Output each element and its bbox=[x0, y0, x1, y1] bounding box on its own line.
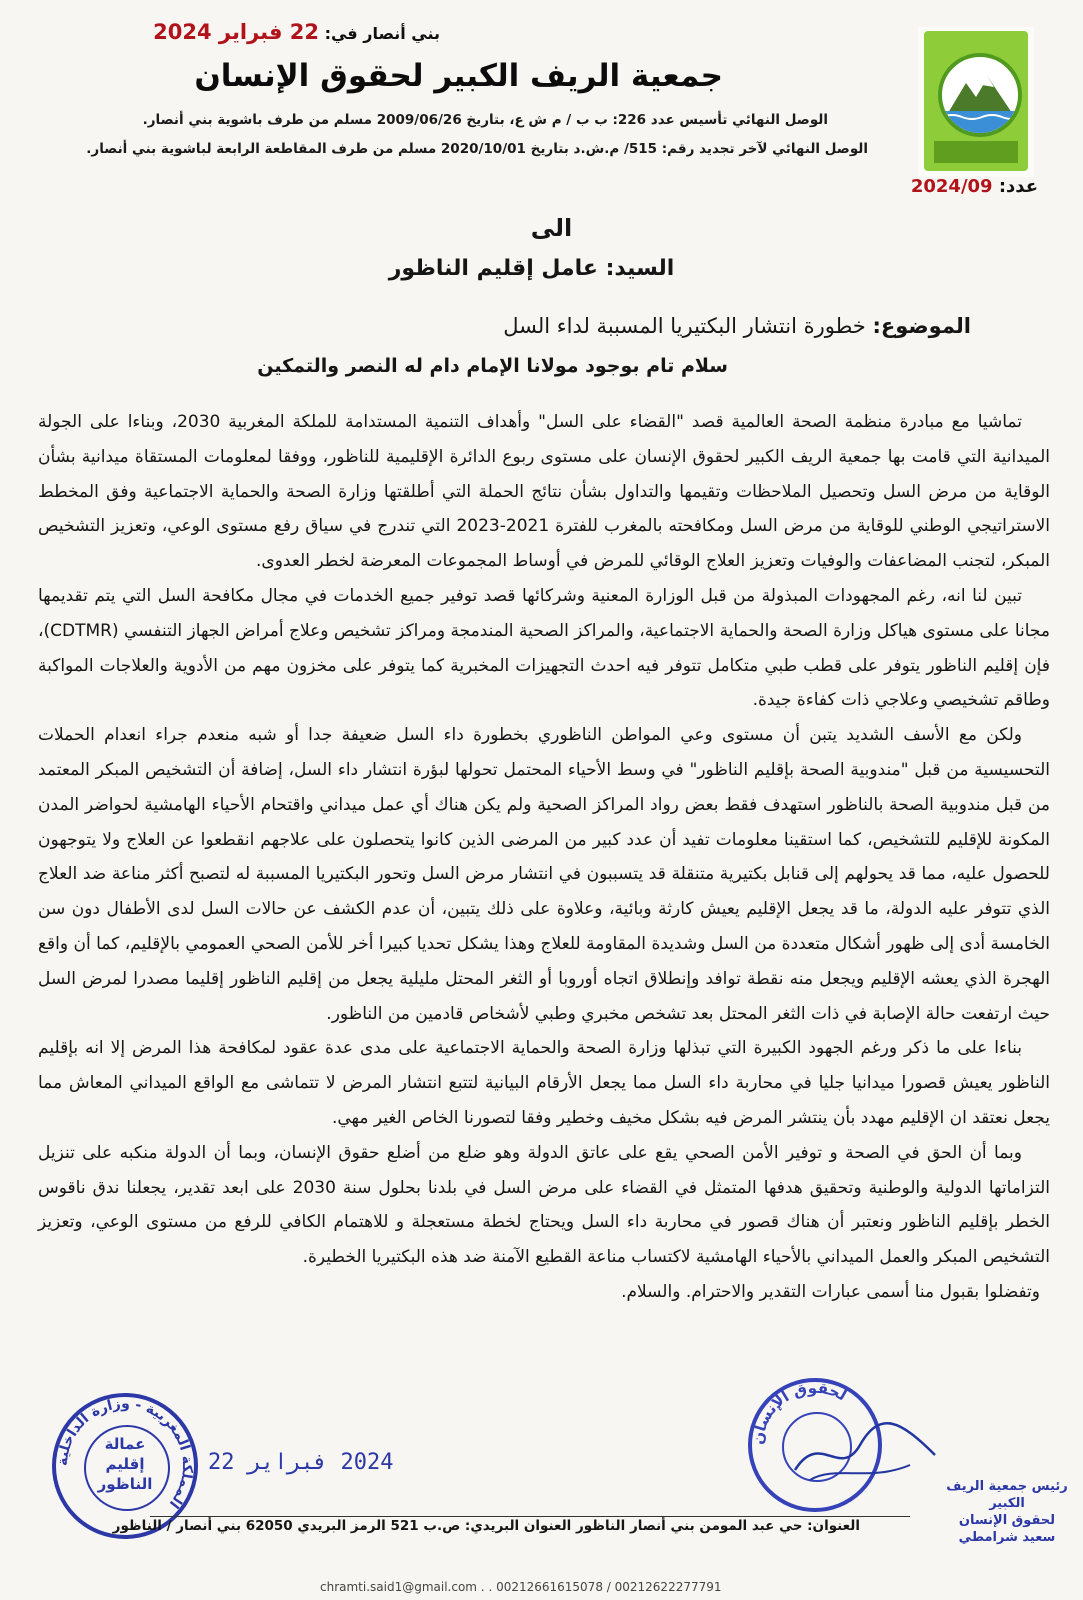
handwritten-date: 2024 فبراير 22 bbox=[208, 1450, 394, 1475]
footer-divider bbox=[150, 1516, 910, 1517]
footer-address: العنوان: حي عبد المومن بني أنصار الناظور العنوان البريدي: ص.ب 521 الرمز البريدي 62050 بني أنصار / الناظور bbox=[112, 1518, 860, 1534]
svg-text:المملكة المغربية - وزارة الداخ: المملكة المغربية - وزارة الداخلية bbox=[54, 1395, 196, 1512]
association-logo bbox=[918, 27, 1034, 177]
letter-body bbox=[38, 405, 1050, 1310]
paragraph: تبين لنا انه، رغم المجهودات المبذولة من قبل الوزارة المعنية وشركائها قصد توفير جميع الخدمات في مجال مكافحة السل التي يتم تقديمها مجانا على مستوى هياكل وزارة الصحة والحماية الاجتماعية، والمراكز الصحية المندمجة ومراكز تشخيص وعلاج أمراض الجهاز التنفسي (CDTMR)، فإن إقليم الناظور يتوفر على قطب طبي متكامل تتوفر فيه احدث التجهيزات المخبرية كما يتوفر على مخزون مهم من الأدوية والعلاجات المواكبة وطاقم تشخيصي وعلاجي ذات كفاءة جيدة. bbox=[38, 585, 1050, 711]
closing-line: وتفضلوا بقبول منا أسمى عبارات التقدير والاحترام. والسلام. bbox=[621, 1281, 1040, 1302]
paragraph: تماشيا مع مبادرة منظمة الصحة العالمية قصد "القضاء على السل" وأهداف التنمية المستدامة للملكة المغربية 2030، وبناءا على الجولة الميدانية التي قامت بها جمعية الريف الكبير لحقوق الإنسان على مستوى ربوع الدائرة الإقليمية للناظور، ووفقا لمعلومات المستقاة ميدانية بشأن الوقاية من مرض السل وتحصيل الملاحظات وتقيمها والتداول بشأن نتائج الحملة التي أطلقتها وزارة الصحة والحماية الاجتماعية وفق المخطط الاستراتيجي الوطني للوقاية من مرض السل ومكافحته بالمغرب للفترة 2021-2023 التي تندرج في سياق رفع مستوى الوعي، وتعزيز التشخيص المبكر، لتجنب المضاعفات والوفيات وتعزيز العلاج الوقائي للمرض في أوساط المجموعات المعرضة لخطر العدوى. bbox=[38, 412, 1051, 572]
mountain-emblem-icon bbox=[942, 57, 1018, 133]
paragraph: ولكن مع الأسف الشديد يتبن أن مستوى وعي المواطن الناظوري بخطورة داء السل ضعيفة جدا أو شبه منعدم جراء انعدام الحملات التحسيسية من قبل "مندوبية الصحة بإقليم الناظور" في وسط الأحياء المحتمل تحولها لبؤرة انتشار داء السل، إضافة أن التشخيص المبكر المعتمد من قبل مندوبية الصحة بالناظور استهدف فقط بعض رواد المراكز الصحية ولم يكن هناك أي عمل ميداني واقتحام الأحياء الهامشية لحواضر المدن المكونة للإقليم للتشخيص، كما استقينا معلومات تفيد أن عدد كبير من المرضى الذين كانوا يتحصلون على علاجهم انقطعوا عن العلاج ولا يتوجهون للحصول عليه، مما قد يحولهم إلى قنابل بكتيرية متنقلة قد يتسببون في انتشار مرض السل وتحور البكتيريا المسببة له لتصبح أكثر مناعة ضد العلاج الذي تتوفر عليه الدولة، ما قد يجعل الإقليم يعيش كارثة وبائية، وعلاوة على ذلك يتبين، أن عدم الكشف عن حالات السل لدى الأطفال دون سن الخامسة أدى إلى ظهور أشكال متعددة من السل وشديدة المقاومة للعلاج وهذا يشكل تحديا كبيرا أخر للأمن الصحي العمومي بالإقليم، كما أن واقع الهجرة الذي يعشه الإقليم ويجعل منه نقطة توافد وإنطلاق اتجاه أوروبا أو الثغر المحتل مليلية يجعل من إقليم الناظور إقليما مصدرا لمرض السل حيث ارتفعت حالة الإصابة في ذات الثغر المحتل بعد تشخص مخبري وطبي لأشخاص قادمين من الناظور. bbox=[38, 725, 1050, 1024]
greeting: سلام تام بوجود مولانا الإمام دام له النصر والتمكين bbox=[257, 355, 728, 377]
organization-name: جمعية الريف الكبير لحقوق الإنسان bbox=[194, 58, 723, 94]
footer-contact: chramti.said1@gmail.com . . 00212661615078 / 00212622277791 bbox=[320, 1580, 722, 1594]
subject-text: خطورة انتشار البكتيريا المسببة لداء السل bbox=[503, 314, 873, 338]
reference-number: عدد: 2024/09 bbox=[910, 176, 1038, 197]
signature-stamp: رئيس جمعية الريف الكبير لحقوق الإنسان سعيد شرامطي bbox=[946, 1479, 1068, 1545]
signature-scribble bbox=[790, 1410, 940, 1490]
place-date: بني أنصار في: 22 فبراير 2024 bbox=[153, 20, 440, 44]
recipient: السيد: عامل إقليم الناظور bbox=[388, 256, 675, 281]
province-stamp: المملكة المغربية - وزارة الداخلية عمالة إقليم الناظور bbox=[52, 1393, 198, 1539]
founding-receipt: الوصل النهائي تأسيس عدد 226: ب ب / م ش ع، بتاريخ 2009/06/26 مسلم من طرف باشوية بني أنصار. bbox=[142, 112, 828, 128]
paragraph: بناءا على ما ذكر ورغم الجهود الكبيرة التي تبذلها وزارة الصحة والحماية الاجتماعية على مدى عدة عقود لمكافحة هذا المرض إلا انه بإقليم الناظور يعيش قصورا ميدانيا جليا في محاربة داء السل مما يجعل الأرقام البيانية لتتبع انتشار المرض لا تتماشى مع الواقع الميداني المعاش مما يجعل نعتقد ان الإقليم مهدد بأن ينتشر المرض فيه بشكل مخيف وخطير وفقا لتصورنا الخاص الغير مهي. bbox=[38, 1038, 1050, 1128]
svg-text:لحقوق الإنسان: لحقوق الإنسان bbox=[748, 1378, 850, 1446]
paragraph: وبما أن الحق في الصحة و توفير الأمن الصحي يقع على عاتق الدولة وهو ضلع من أضلع حقوق الإنسان، وبما أن الدولة منكبه على تنزيل التزاماتها الدولية والوطنية وتحقيق هدفها المتمثل في القضاء على مرض السل في بلدنا بحلول سنة 2030 على ابعد تقدير، يجعلنا ندق ناقوس الخطر بإقليم الناظور ونعتبر أن هناك قصور في محاربة داء السل ويحتاج لخطة مستعجلة و للاهتمام الكافي للرفع من مستوى الوعي، وتعزيز التشخيص المبكر والعمل الميداني بالأحياء الهامشية لاكتساب مناعة القطيع الآمنة ضد هذه البكتيريا الخطيرة. bbox=[38, 1142, 1050, 1268]
subject-line bbox=[503, 314, 971, 338]
letter-date: 22 فبراير 2024 bbox=[153, 20, 320, 44]
subject-label: الموضوع: bbox=[872, 314, 971, 338]
renewal-receipt: الوصل النهائي لآخر تجديد رقم: 515/ م.ش.د بتاريخ 2020/10/01 مسلم من طرف المقاطعة الرابعة لباشوية بني أنصار. bbox=[86, 141, 868, 157]
to-label: الى bbox=[530, 214, 573, 242]
